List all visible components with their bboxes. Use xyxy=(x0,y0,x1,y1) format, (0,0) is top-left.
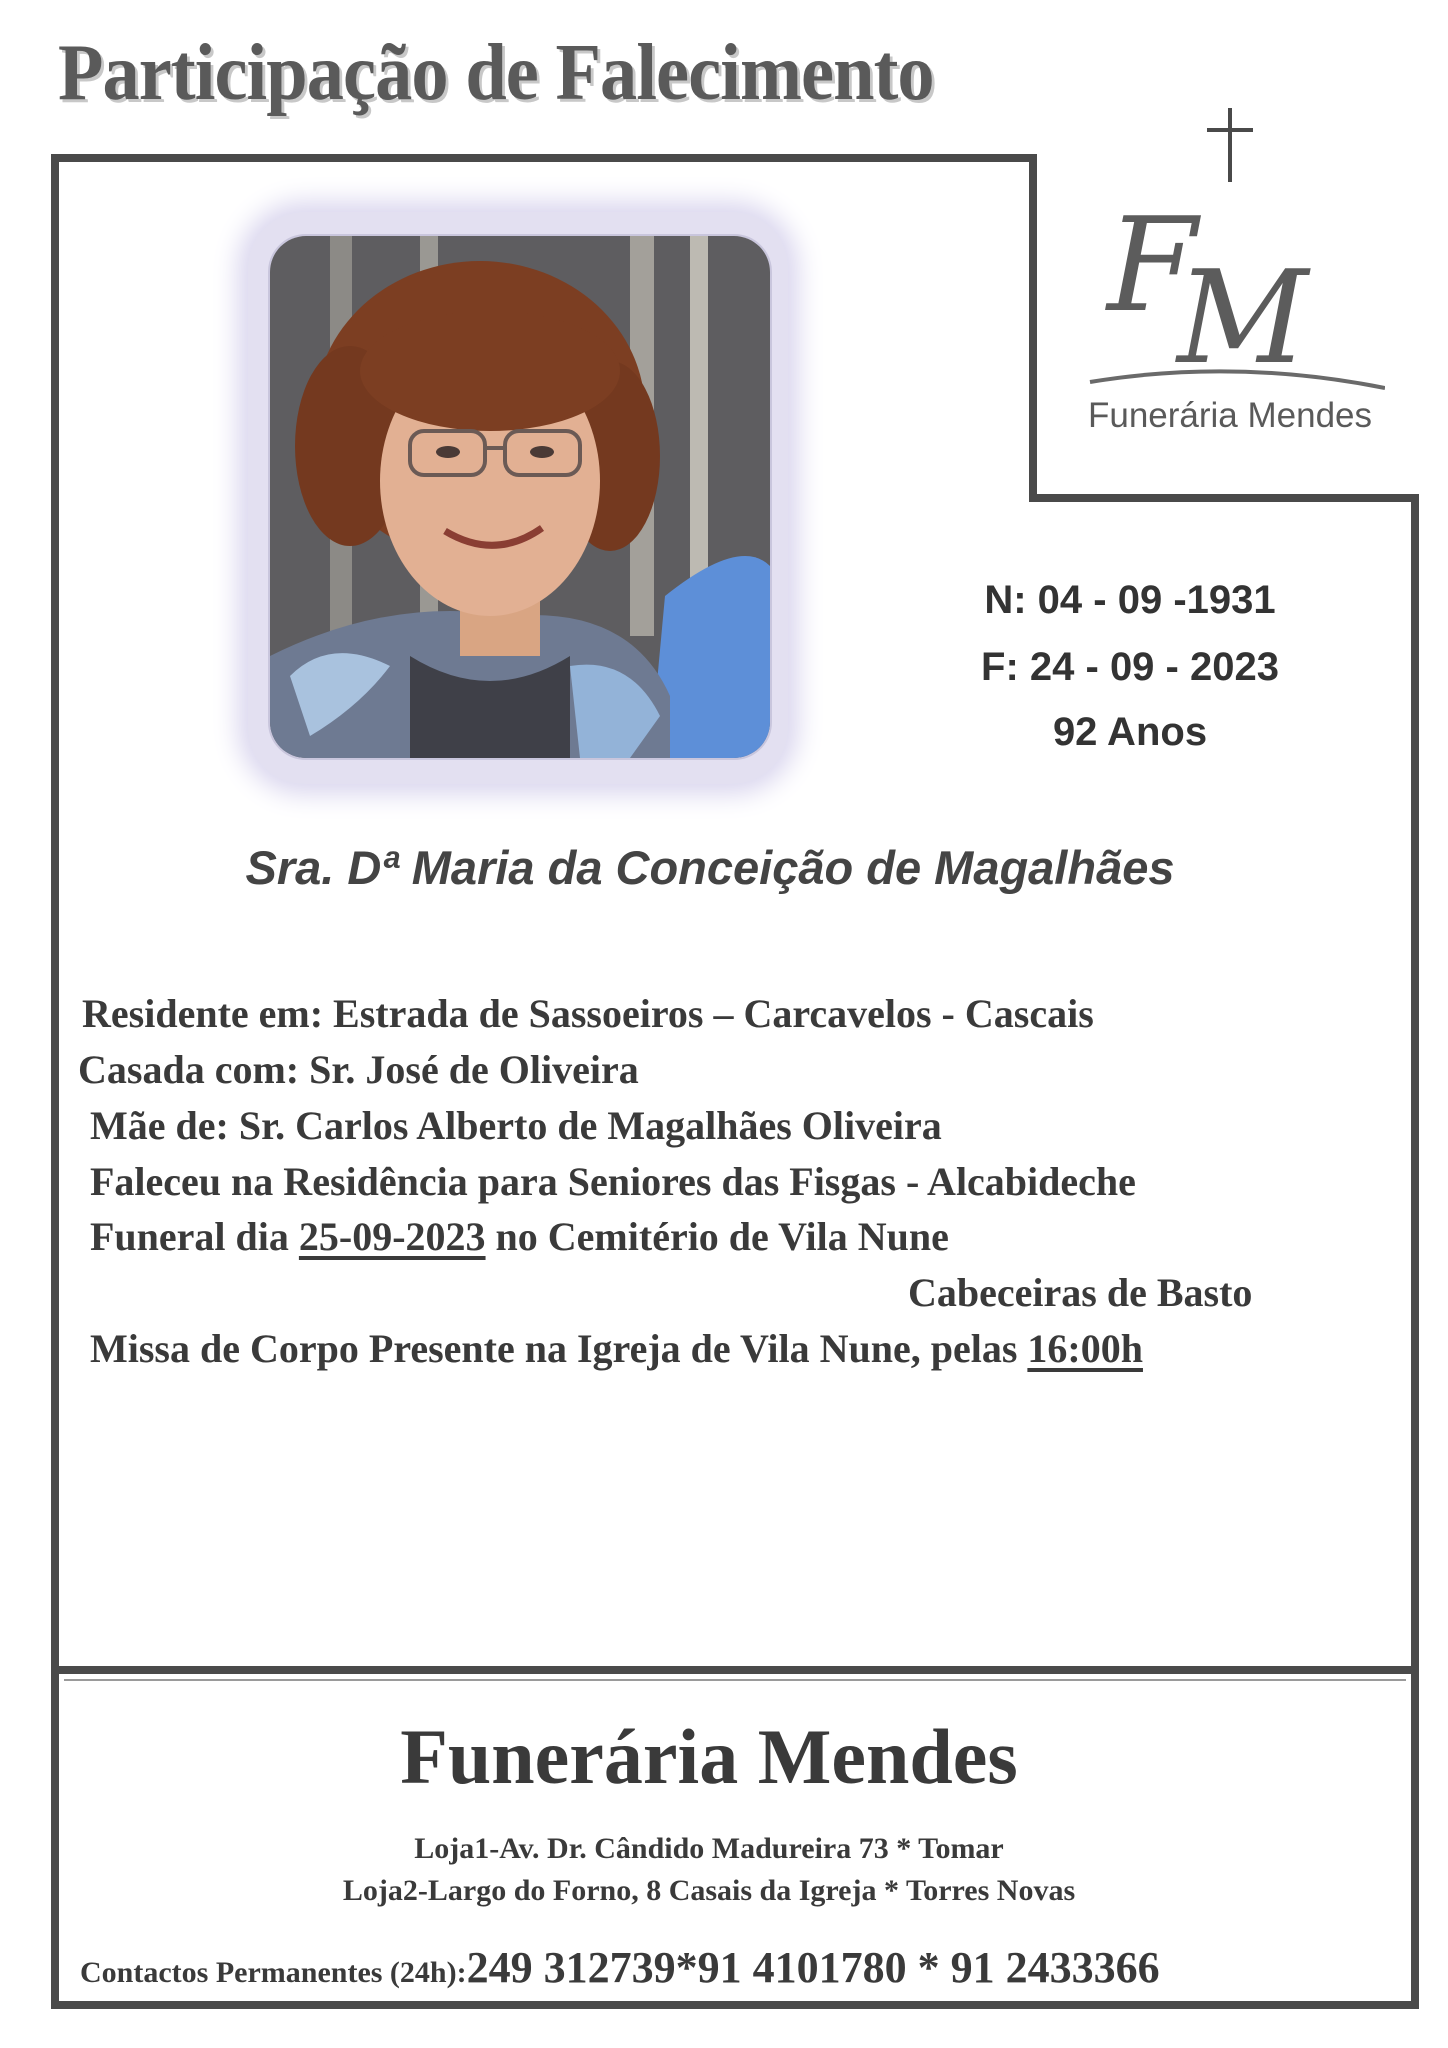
page-title: Participação de Falecimento xyxy=(58,29,934,117)
contacts-line xyxy=(80,1942,1160,1993)
death-date: F: 24 - 09 - 2023 xyxy=(981,645,1279,689)
contacts-numbers: 249 312739*91 4101780 * 91 2433366 xyxy=(466,1943,1160,1992)
spouse-line: Casada com: Sr. José de Oliveira xyxy=(78,1047,639,1092)
store2-address: Loja2-Largo do Forno, 8 Casais da Igreja * Torres Novas xyxy=(342,1874,1076,1907)
funeral-suffix: no Cemitério de Vila Nune xyxy=(485,1214,949,1259)
funeral-prefix: Funeral dia xyxy=(90,1214,299,1259)
cross-icon-bar xyxy=(1207,128,1253,132)
funeral-date: 25-09-2023 xyxy=(298,1214,486,1259)
deceased-name: Sra. Dª Maria da Conceição de Magalhães xyxy=(245,841,1175,894)
footer-company-name: Funerária Mendes xyxy=(400,1713,1018,1800)
mass-line xyxy=(90,1325,1143,1372)
contacts-label: Contactos Permanentes (24h): xyxy=(80,1956,467,1989)
funeral-location-line: Cabeceiras de Basto xyxy=(908,1270,1253,1315)
cross-icon xyxy=(1228,108,1232,182)
logo-company-name: Funerária Mendes xyxy=(1087,396,1373,435)
age: 92 Anos xyxy=(1052,710,1208,754)
store1-address: Loja1-Av. Dr. Cândido Madureira 73 * Tomar xyxy=(414,1832,1004,1865)
death-place-line: Faleceu na Residência para Seniores das Fisgas - Alcabideche xyxy=(90,1159,1136,1204)
portrait-image xyxy=(270,236,770,758)
mass-time: 16:00h xyxy=(1027,1326,1143,1371)
deceased-photo xyxy=(268,234,772,760)
logo-monogram-f: F xyxy=(1107,190,1198,341)
funeral-line xyxy=(90,1213,949,1260)
birth-date: N: 04 - 09 -1931 xyxy=(984,578,1276,622)
mass-prefix: Missa de Corpo Presente na Igreja de Vila Nune, pelas xyxy=(90,1326,1028,1371)
company-logo xyxy=(1085,190,1385,400)
logo-monogram-m: M xyxy=(1177,244,1309,393)
child-line: Mãe de: Sr. Carlos Alberto de Magalhães Oliveira xyxy=(90,1103,942,1148)
residence-line: Residente em: Estrada de Sassoeiros – Carcavelos - Cascais xyxy=(82,991,1094,1036)
